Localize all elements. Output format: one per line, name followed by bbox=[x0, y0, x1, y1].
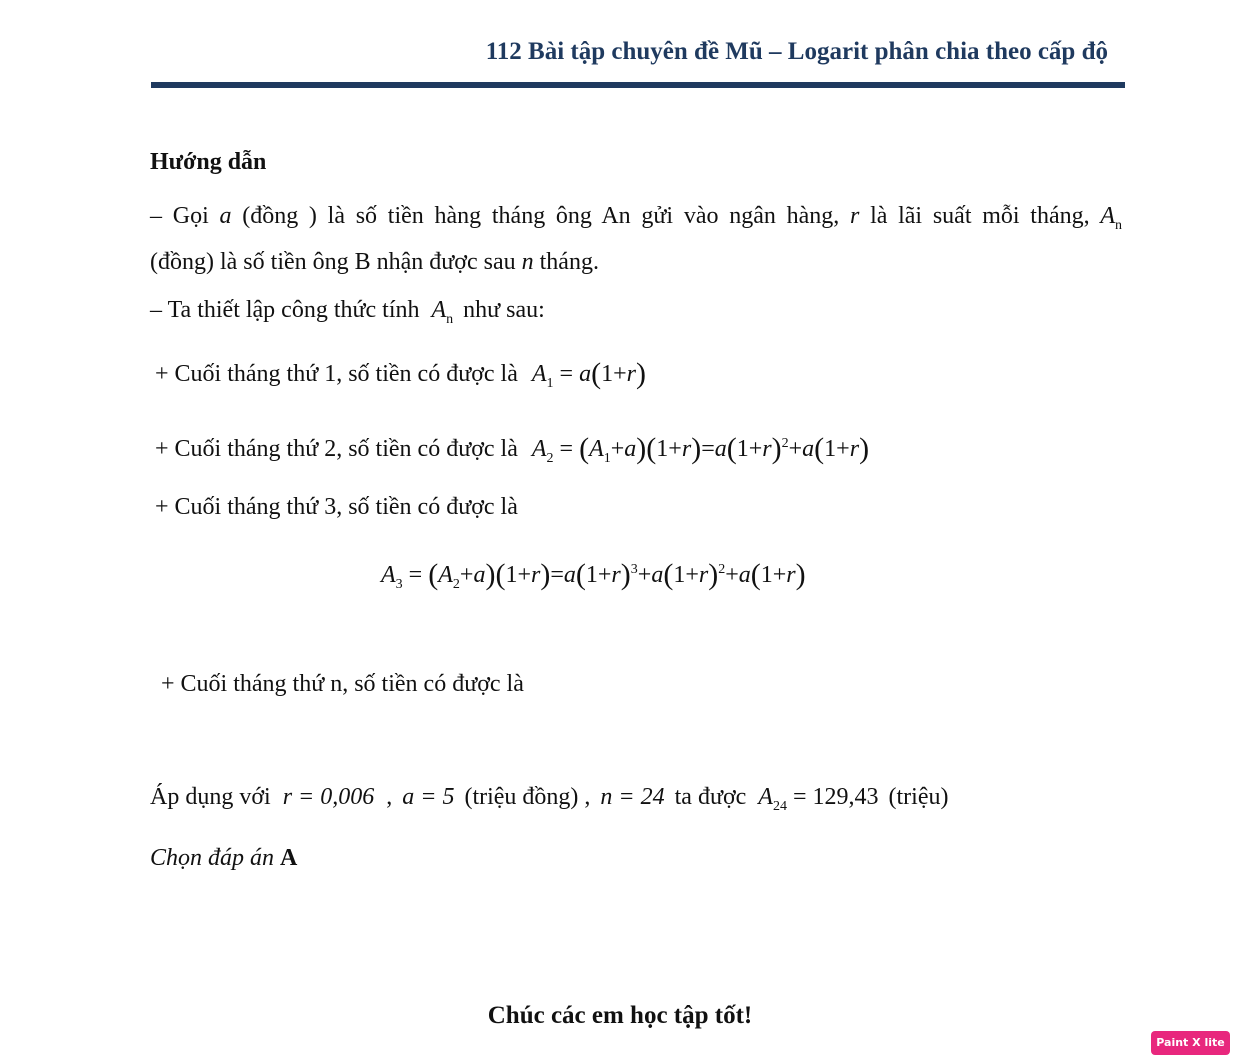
intro-text-5: tháng. bbox=[539, 248, 599, 275]
step-2-label: + Cuối tháng thứ 2, số tiền có được là bbox=[155, 436, 518, 462]
intro-text-1: – Gọi bbox=[150, 203, 209, 229]
intro-line-1 bbox=[150, 198, 1122, 244]
intro-text-4: (đồng) là số tiền ông B nhận được sau bbox=[150, 248, 516, 275]
apply-n: n = 24 bbox=[600, 784, 665, 810]
answer-line: Chọn đáp án A bbox=[150, 845, 298, 871]
intro-text-3: là lãi suất mỗi tháng, bbox=[870, 203, 1090, 229]
formula-1: $A_1 = a(1+r)$ bbox=[531, 357, 646, 391]
apply-line: Áp dụng với r = 0,006 , a = 5 (triệu đồng) , n = 24 ta được $A_{24} = 129,43$ (triệu) bbox=[150, 784, 949, 814]
intro-line-2 bbox=[150, 244, 1122, 280]
formula-2: $A_2 = (A_1+a)(1+r)=a(1+r)^2+a(1+r)$ bbox=[531, 432, 870, 466]
intro-paragraph bbox=[150, 198, 1122, 280]
apply-r: r = 0,006 bbox=[282, 784, 375, 810]
intro-text-2: (đồng ) là số tiền hàng tháng ông An gửi vào ngân hàng, bbox=[242, 203, 840, 229]
formula-3: $A_3 = (A_2+a)(1+r)=a(1+r)^3+a(1+r)^2+a(1+r)$ bbox=[381, 558, 806, 592]
footer-message: Chúc các em học tập tốt! bbox=[487, 1002, 753, 1029]
apply-a: a = 5 bbox=[402, 784, 455, 810]
step-3 bbox=[155, 489, 518, 525]
step-n-label: + Cuối tháng thứ n, số tiền có được là bbox=[161, 671, 524, 697]
step-1-label: + Cuối tháng thứ 1, số tiền có được là bbox=[155, 361, 518, 387]
step-3-label: + Cuối tháng thứ 3, số tiền có được là bbox=[155, 494, 518, 520]
step-n bbox=[161, 666, 524, 702]
step-2 bbox=[155, 426, 869, 477]
header-title: 112 Bài tập chuyên đề Mũ – Logarit phân chia theo cấp độ bbox=[485, 38, 1108, 65]
step-1 bbox=[155, 356, 646, 402]
section-heading: Hướng dẫn bbox=[150, 149, 267, 175]
apply-result: $A_{24} = 129,43$ bbox=[758, 784, 879, 814]
answer-choice: A bbox=[280, 845, 298, 871]
var-an: $A_n$ bbox=[1100, 203, 1123, 233]
var-r: r bbox=[849, 203, 860, 229]
setup-line: – Ta thiết lập công thức tính $A_n$ như sau: bbox=[150, 297, 545, 327]
paint-x-lite-badge[interactable]: Paint X lite bbox=[1151, 1031, 1230, 1055]
header-rule bbox=[151, 82, 1125, 88]
var-a: a bbox=[219, 203, 232, 229]
var-n: n bbox=[521, 248, 534, 275]
